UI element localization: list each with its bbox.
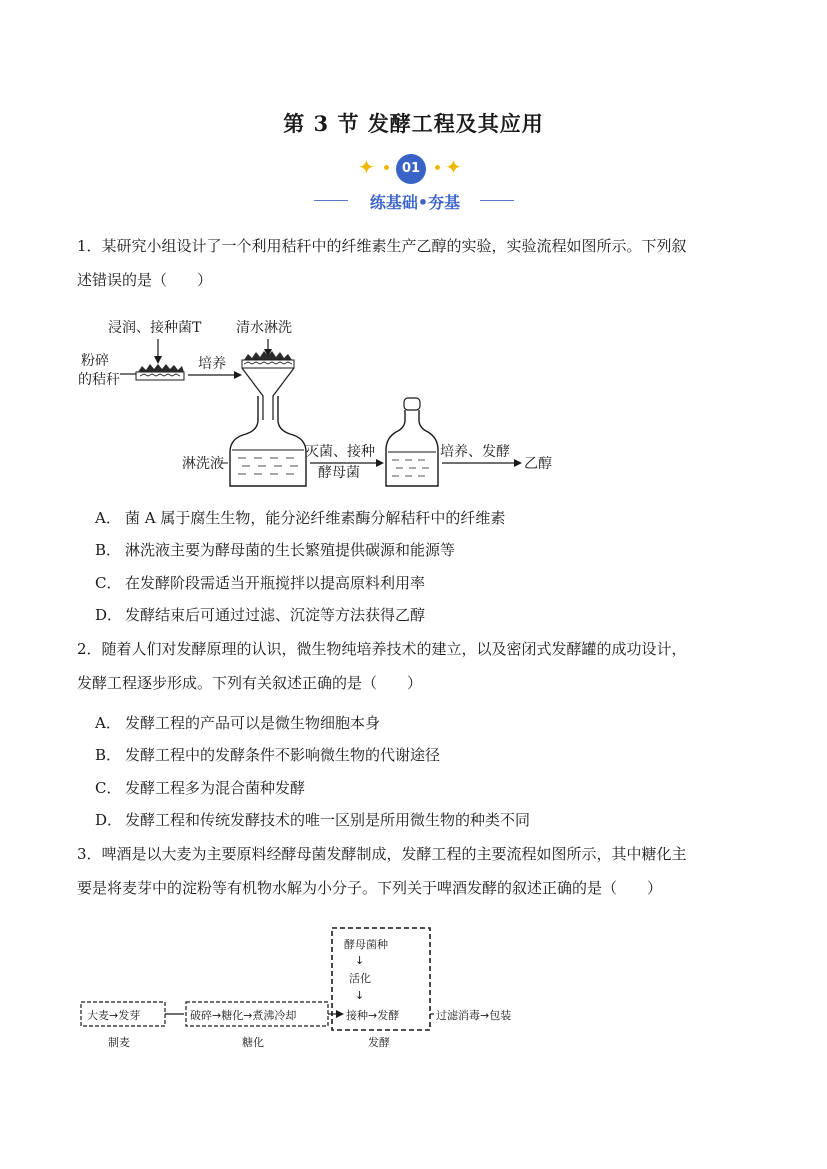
fig1-label-culture: 培养	[198, 356, 226, 372]
question-2-option-c[interactable]: C． 发酵工程多为混合菌种发酵	[95, 779, 306, 797]
fig1-label-ferment: 培养、发酵	[440, 444, 510, 460]
fig2-box-1: 大麦→发芽	[87, 1009, 141, 1022]
question-1-option-c[interactable]: C． 在发酵阶段需适当开瓶搅拌以提高原料利用率	[95, 574, 426, 592]
dot-icon	[435, 165, 440, 170]
svg-text:↓: ↓	[355, 954, 365, 967]
question-1-option-b[interactable]: B． 淋洗液主要为酵母菌的生长繁殖提供碳源和能源等	[95, 541, 456, 559]
question-1-stem	[77, 229, 752, 297]
fig2-caption-2: 糖化	[242, 1036, 264, 1049]
fig1-label-straw-1: 粉碎	[81, 353, 109, 369]
fig1-label-ethanol: 乙醇	[524, 456, 552, 472]
question-3-line-1: 3．啤酒是以大麦为主要原料经酵母菌发酵制成，发酵工程的主要流程如图所示，其中糖化主	[77, 845, 687, 863]
fig1-label-soak: 浸润、接种菌T	[108, 320, 202, 336]
question-1-option-a[interactable]: A． 菌 A 属于腐生生物，能分泌纤维素酶分解秸秆中的纤维素	[95, 509, 506, 527]
question-3-line-2: 要是将麦芽中的淀粉等有机物水解为小分子。下列关于啤酒发酵的叙述正确的是（ ）	[77, 879, 663, 897]
fig2-yeast: 酵母菌种	[344, 938, 388, 951]
question-2-option-a[interactable]: A． 发酵工程的产品可以是微生物细胞本身	[95, 714, 381, 732]
fig1-label-wash-liquid: 淋洗液	[182, 456, 224, 472]
funnel	[242, 351, 294, 420]
question-1-option-d[interactable]: D． 发酵结束后可通过过滤、沉淀等方法获得乙醇	[95, 606, 426, 624]
fig2-caption-1: 制麦	[108, 1036, 130, 1049]
question-1-line-2: 述错误的是（ ）	[77, 271, 213, 289]
fig1-label-rinse: 清水淋洗	[236, 320, 292, 336]
bottle-1	[230, 396, 306, 486]
fig1-label-straw-2: 的秸秆	[78, 372, 120, 388]
badge-number: 01	[396, 154, 426, 184]
question-2-option-d[interactable]: D． 发酵工程和传统发酵技术的唯一区别是所用微生物的种类不同	[95, 811, 531, 829]
svg-text:↓: ↓	[355, 989, 365, 1002]
section-badge	[340, 152, 490, 212]
fig2-activate: 活化	[349, 972, 371, 985]
question-2-line-2: 发酵工程逐步形成。下列有关叙述正确的是（ ）	[77, 674, 423, 692]
bottle-2	[386, 398, 438, 486]
fig2-box-2: 破碎→糖化→煮沸冷却	[190, 1009, 297, 1022]
dot-icon	[384, 165, 389, 170]
fig1-label-sterilize-1: 灭菌、接种	[305, 444, 375, 460]
star-icon: ✦	[445, 155, 462, 179]
question-1-figure	[78, 312, 568, 487]
question-2-line-1: 2．随着人们对发酵原理的认识，微生物纯培养技术的建立，以及密闭式发酵罐的成功设计，	[77, 640, 687, 658]
fig1-label-sterilize-2: 酵母菌	[318, 465, 360, 481]
question-2-option-b[interactable]: B． 发酵工程中的发酵条件不影响微生物的代谢途径	[95, 746, 441, 764]
straw-tray	[136, 364, 184, 380]
fig2-caption-3: 发酵	[368, 1036, 390, 1049]
question-2-stem	[77, 632, 752, 700]
question-3-figure	[76, 924, 546, 1054]
fig2-box-3: 接种→发酵	[346, 1009, 400, 1022]
badge-subtitle: 练基础•夯基	[369, 193, 461, 212]
star-icon: ✦	[358, 155, 375, 179]
question-3-stem	[77, 837, 752, 905]
fig2-after: 过滤消毒→包装	[436, 1009, 512, 1022]
page-title: 第 3 节 发酵工程及其应用	[283, 111, 544, 136]
divider-line	[480, 200, 514, 201]
question-1-line-1: 1．某研究小组设计了一个利用秸秆中的纤维素生产乙醇的实验，实验流程如图所示。下列叙	[77, 237, 687, 255]
